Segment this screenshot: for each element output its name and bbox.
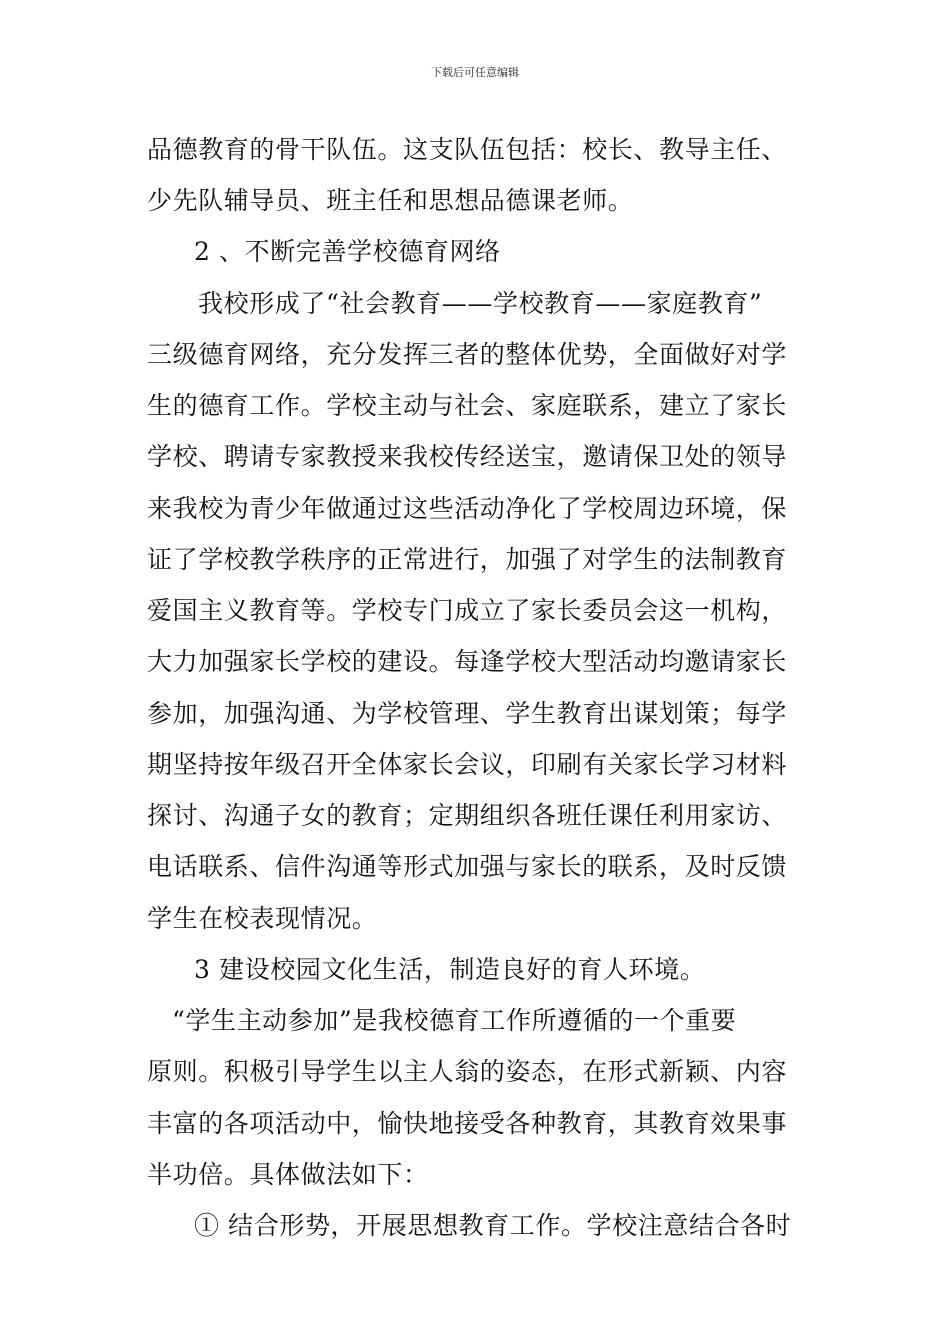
body-line: 品德教育的骨干队伍。这支队伍包括：校长、教导主任、 [147, 135, 788, 164]
body-line: 丰富的各项活动中，愉快地接受各种教育，其教育效果事 [147, 1109, 788, 1138]
body-line: 半功倍。具体做法如下： [147, 1160, 429, 1189]
body-line: 学生在校表现情况。 [147, 904, 378, 933]
body-line: 生的德育工作。学校主动与社会、家庭联系，建立了家长 [147, 391, 788, 420]
body-line: 原则。积极引导学生以主人翁的姿态，在形式新颖、内容 [147, 1057, 788, 1086]
paragraph-first-line: “学生主动参加”是我校德育工作所遵循的一个重要 [172, 1006, 737, 1035]
paragraph-first-line: 我校形成了“社会教育——学校教育——家庭教育” [198, 289, 763, 318]
body-line: 证了学校教学秩序的正常进行，加强了对学生的法制教育 [147, 545, 788, 574]
body-line: 学校、聘请专家教授来我校传经送宝，邀请保卫处的领导 [147, 442, 788, 471]
body-line: 探讨、沟通子女的教育；定期组织各班任课任利用家访、 [147, 801, 788, 830]
body-line: 爱国主义教育等。学校专门成立了家长委员会这一机构， [147, 596, 788, 625]
body-line: 大力加强家长学校的建设。每逢学校大型活动均邀请家长 [147, 647, 788, 676]
list-item: ① 结合形势，开展思想教育工作。学校注意结合各时 [194, 1211, 792, 1240]
page-header: 下载后可任意编辑 [431, 66, 519, 79]
body-line: 来我校为青少年做通过这些活动净化了学校周边环境，保 [147, 494, 788, 523]
body-line: 三级德育网络，充分发挥三者的整体优势，全面做好对学 [147, 340, 788, 369]
section-heading: 3 建设校园文化生活，制造良好的育人环境。 [194, 955, 706, 984]
body-line: 参加，加强沟通、为学校管理、学生教育出谋划策；每学 [147, 699, 788, 728]
section-heading: 2 、不断完善学校德育网络 [194, 237, 501, 266]
body-line: 电话联系、信件沟通等形式加强与家长的联系，及时反馈 [147, 852, 788, 881]
body-line: 期坚持按年级召开全体家长会议，印刷有关家长学习材料 [147, 750, 788, 779]
body-line: 少先队辅导员、班主任和思想品德课老师。 [147, 186, 634, 215]
